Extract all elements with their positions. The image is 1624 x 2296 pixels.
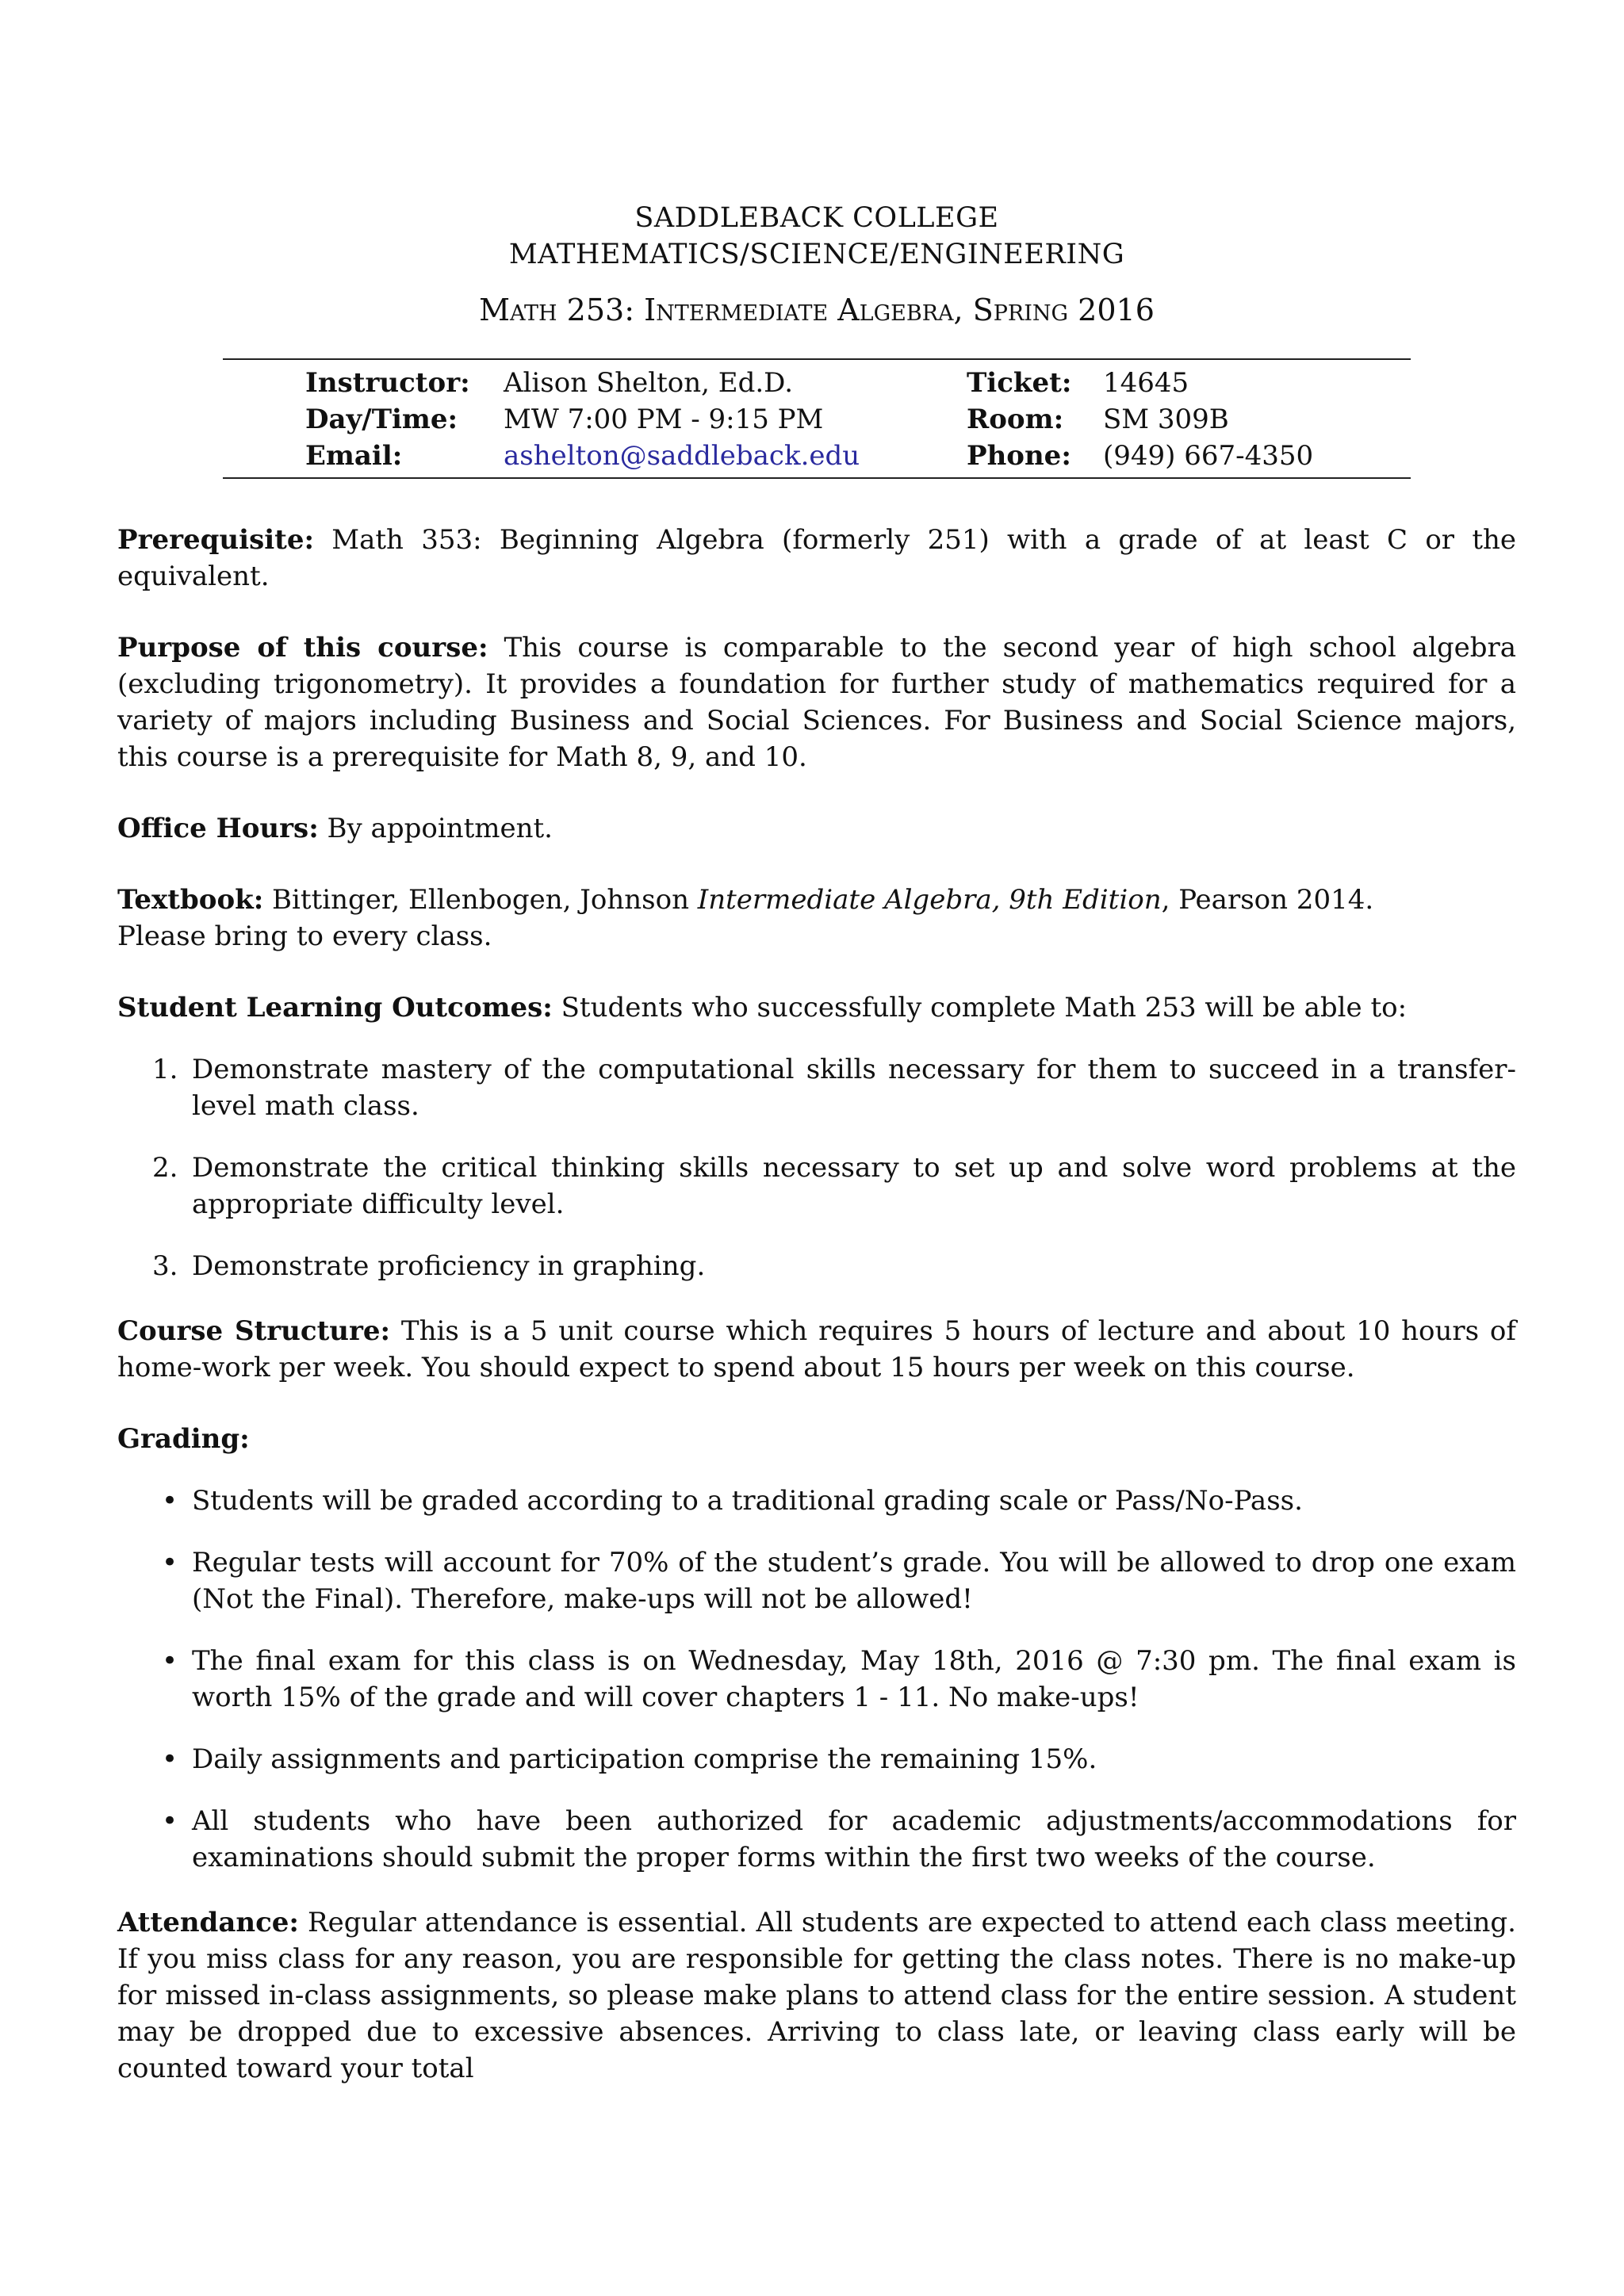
purpose-label: Purpose of this course: bbox=[117, 632, 488, 664]
list-item-text: Regular tests will account for 70% of the student’s grade. You will be allowed to drop one exam (Not the Final). Therefore, make-ups will not be allowed! bbox=[192, 1547, 1516, 1615]
list-item-text: Demonstrate the critical thinking skills necessary to set up and solve word problems at the appropriate difficulty level. bbox=[192, 1152, 1516, 1220]
grading-label: Grading: bbox=[117, 1423, 250, 1455]
division-name: MATHEMATICS/SCIENCE/ENGINEERING bbox=[508, 239, 1125, 270]
purpose-section bbox=[117, 629, 1516, 775]
bullet-icon: • bbox=[162, 1645, 178, 1677]
structure-section bbox=[117, 1313, 1516, 1386]
office-hours-section bbox=[117, 810, 1516, 847]
prerequisite-text: Math 353: Beginning Algebra (formerly 251) with a grade of at least C or the equivalent. bbox=[117, 524, 1516, 592]
list-item bbox=[117, 1248, 1516, 1284]
prerequisite-label: Prerequisite: bbox=[117, 524, 315, 556]
textbook-title: Intermediate Algebra, 9th Edition bbox=[697, 884, 1162, 916]
list-item bbox=[117, 1643, 1516, 1716]
textbook-publisher: , Pearson 2014. bbox=[1161, 884, 1374, 916]
info-row-3 bbox=[305, 438, 1313, 474]
phone-value: (949) 667-4350 bbox=[1103, 440, 1314, 472]
bullet-icon: • bbox=[162, 1485, 178, 1517]
list-item bbox=[117, 1741, 1516, 1777]
room-value: SM 309B bbox=[1103, 404, 1229, 435]
list-item-text: Daily assignments and participation comprise the remaining 15%. bbox=[192, 1743, 1097, 1775]
attendance-section bbox=[117, 1904, 1516, 2087]
list-item-text: The final exam for this class is on Wednesday, May 18th, 2016 @ 7:30 pm. The final exam is worth 15% of the grade and will cover chapters 1 - 11. No make-ups! bbox=[192, 1645, 1516, 1713]
grading-list bbox=[117, 1483, 1516, 1876]
list-item-text: Demonstrate mastery of the computational skills necessary for them to succeed in a transfer-level math class. bbox=[192, 1054, 1516, 1122]
list-number: 1. bbox=[152, 1054, 178, 1085]
list-item-text: Students will be graded according to a traditional grading scale or Pass/No-Pass. bbox=[192, 1485, 1303, 1517]
list-number: 3. bbox=[152, 1250, 178, 1282]
email-label: Email: bbox=[305, 440, 403, 472]
syllabus-header bbox=[117, 200, 1516, 330]
room-label: Room: bbox=[967, 404, 1064, 435]
office-hours-text: By appointment. bbox=[318, 813, 553, 844]
list-number: 2. bbox=[152, 1152, 178, 1184]
list-item bbox=[117, 1483, 1516, 1519]
textbook-authors: Bittinger, Ellenbogen, Johnson bbox=[263, 884, 698, 916]
attendance-text: Regular attendance is essential. All students are expected to attend each class meeting. If you miss class for any reason, you are responsible for getting the class notes. There is no make-up for missed in-class assignments, so please make plans to attend class for the entire session. A student may be dropped due to excessive absences. Arriving to class late, or leaving class early will be counted toward your total bbox=[117, 1907, 1516, 2084]
prerequisite-section bbox=[117, 522, 1516, 595]
daytime-value: MW 7:00 PM - 9:15 PM bbox=[504, 404, 824, 435]
ticket-label: Ticket: bbox=[967, 367, 1072, 399]
office-hours-label: Office Hours: bbox=[117, 813, 319, 844]
list-item bbox=[117, 1544, 1516, 1617]
instructor-label: Instructor: bbox=[305, 367, 470, 399]
info-row-1 bbox=[305, 365, 1313, 401]
phone-label: Phone: bbox=[967, 440, 1071, 472]
outcomes-intro: Students who successfully complete Math 253 will be able to: bbox=[552, 992, 1408, 1024]
outcomes-list bbox=[117, 1051, 1516, 1284]
instructor-value: Alison Shelton, Ed.D. bbox=[504, 367, 794, 399]
college-name: SADDLEBACK COLLEGE bbox=[634, 202, 999, 234]
grading-section bbox=[117, 1421, 1516, 1457]
info-row-2 bbox=[305, 401, 1313, 438]
structure-label: Course Structure: bbox=[117, 1315, 391, 1347]
list-item-text: Demonstrate proficiency in graphing. bbox=[192, 1250, 706, 1282]
textbook-label: Textbook: bbox=[117, 884, 264, 916]
email-link[interactable]: ashelton@saddleback.edu bbox=[504, 440, 860, 472]
course-title: Math 253: Intermediate Algebra, Spring 2016 bbox=[479, 293, 1155, 327]
list-item bbox=[117, 1150, 1516, 1223]
bullet-icon: • bbox=[162, 1805, 178, 1837]
outcomes-label: Student Learning Outcomes: bbox=[117, 992, 553, 1024]
daytime-label: Day/Time: bbox=[305, 404, 458, 435]
bullet-icon: • bbox=[162, 1547, 178, 1578]
ticket-value: 14645 bbox=[1103, 367, 1189, 399]
syllabus-page bbox=[117, 200, 1516, 2087]
bullet-icon: • bbox=[162, 1743, 178, 1775]
list-item-text: All students who have been authorized for academic adjustments/accommodations for examinations should submit the proper forms within the first two weeks of the course. bbox=[192, 1805, 1516, 1873]
textbook-note: Please bring to every class. bbox=[117, 920, 492, 952]
course-info-box bbox=[223, 358, 1411, 479]
course-info-table bbox=[305, 365, 1313, 474]
list-item bbox=[117, 1051, 1516, 1124]
attendance-label: Attendance: bbox=[117, 1907, 299, 1938]
purpose-text: This course is comparable to the second year of high school algebra (excluding trigonometry). It provides a foundation for further study of mathematics required for a variety of majors including Business and Social Sciences. For Business and Social Science majors, this course is a prerequisite for Math 8, 9, and 10. bbox=[117, 632, 1516, 773]
textbook-section bbox=[117, 882, 1516, 955]
list-item bbox=[117, 1803, 1516, 1876]
structure-text: This is a 5 unit course which requires 5 hours of lecture and about 10 hours of home-work per week. You should expect to spend about 15 hours per week on this course. bbox=[117, 1315, 1516, 1383]
outcomes-section bbox=[117, 989, 1516, 1026]
